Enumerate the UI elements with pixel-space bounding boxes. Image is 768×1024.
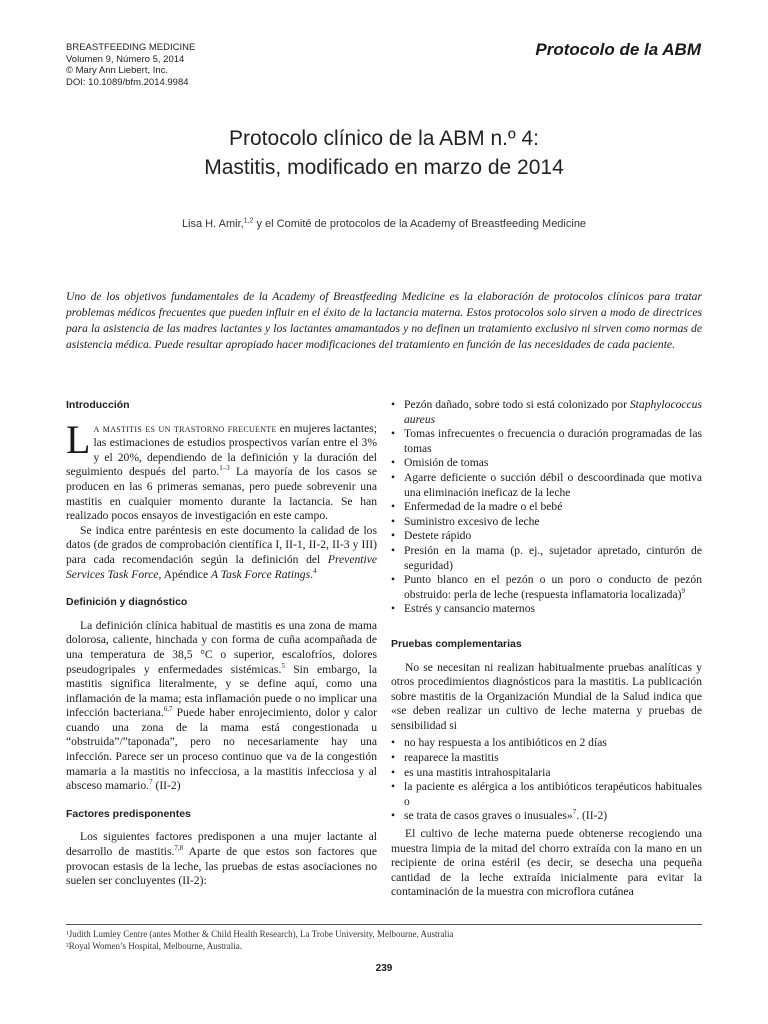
journal-info: [66, 42, 195, 88]
journal-volume: Volumen 9, Número 5, 2014: [66, 53, 185, 65]
tests-paragraph-1: No se necesitan ni realizan habitualmente pruebas analíticas y otros procedimientos diagnósticos para la mastitis. La publicación sobre mastitis de la Organización Mundial de la Salud indica que «se deben realizar un cultivo de leche materna y pruebas de sensibilidad si: [391, 660, 702, 732]
list-item: [391, 809, 702, 824]
citation-sup: 7: [572, 808, 577, 817]
tests-paragraph-2: El cultivo de leche materna puede obtenerse recogiendo una muestra limpia de la mitad del chorro extraída con la mano en un recipiente de orina estéril (es decir, se desecha una pequeña cantidad de la leche extraída inicialmente para evitar la contaminación de la muestra con microflora cutánea: [391, 827, 702, 899]
citation-sup: 6,7: [163, 705, 173, 714]
footnotes: [66, 928, 454, 952]
authors: [0, 218, 768, 230]
section-heading-factors: Factores predisponentes: [66, 807, 191, 820]
footnote-2: ²Royal Women’s Hospital, Melbourne, Australia.: [66, 941, 243, 951]
section-heading-definition: Definición y diagnóstico: [66, 596, 188, 609]
author-affiliation-sup: 1,2: [243, 217, 254, 225]
list-item: • Destete rápido: [391, 529, 702, 544]
definition-text: (II-2): [152, 779, 181, 793]
list-item: • Presión en la mama (p. ej., sujetador apretado, cinturón de seguridad): [391, 544, 702, 573]
definition-text: La definición clínica habitual de mastitis es una zona de mama dolorosa, caliente, hinchada y con forma de cuña acompañada de una temperatura de 38,5 °C o superior, escalofríos, dolores pseudogripales y enfermedades sistémicas.: [66, 618, 377, 676]
factors-paragraph: [66, 830, 377, 888]
journal-doi: DOI: 10.1089/bfm.2014.9984: [66, 76, 189, 88]
intro-text: .: [310, 567, 313, 581]
citation-sup: 7,8: [174, 844, 184, 853]
list-item: • Omisión de tomas: [391, 456, 702, 471]
list-item: • Agarre deficiente o succión débil o descoordinada que motiva una eliminación ineficaz de la leche: [391, 471, 702, 500]
protocol-tag: Protocolo de la ABM: [535, 40, 701, 59]
citation-sup: 5: [281, 661, 285, 670]
section-heading-intro: Introducción: [66, 399, 130, 411]
list-item-text: Punto blanco en el pezón o un poro o conducto de pezón obstruido: perla de leche (respuesta inflamatoria localizada): [404, 573, 702, 601]
list-item: • Suministro excesivo de leche: [391, 515, 702, 530]
journal-copyright: © Mary Ann Liebert, Inc.: [66, 65, 169, 77]
list-item: • es una mastitis intrahospitalaria: [391, 766, 702, 781]
citation-sup: 9: [681, 586, 685, 595]
list-item: [391, 398, 702, 427]
list-item: • Enfermedad de la madre o el bebé: [391, 500, 702, 515]
citation-sup: 7: [149, 778, 153, 787]
citation-sup: 1–3: [219, 464, 230, 473]
factors-text: Los siguientes factores predisponen a una mujer lactante al desarrollo de mastitis.: [66, 830, 377, 859]
tests-list: [391, 736, 702, 824]
right-column: [391, 398, 702, 900]
authors-rest: y el Comité de protocolos de la Academy of Breastfeeding Medicine: [253, 218, 587, 230]
intro-italic: Preventive Services Task Force: [66, 552, 377, 581]
factors-list: [391, 398, 702, 617]
title-line-1: Protocolo clínico de la ABM n.º 4:: [229, 127, 539, 150]
list-item-text: . (II-2): [576, 809, 608, 823]
left-column: [66, 398, 377, 889]
definition-text: Sin embargo, la mastitis significa literalmente, y se define aquí, como una inflamación de la mama; esta inflamación puede o no implicar una infección bacteriana.: [66, 662, 377, 720]
intro-text: La mayoría de los casos se producen en las 6 primeras semanas, pero puede sobrevenir una mastitis en cualquier momento durante la lactancia. Se han realizado pocos ensayos de investigación en este campo.: [66, 465, 377, 523]
intro-paragraph-1: [66, 416, 377, 524]
citation-sup: 4: [313, 566, 317, 575]
footnote-1: ¹Judith Lumley Centre (antes Mother & Child Health Research), La Trobe University, Melbourne, Australia: [66, 929, 454, 939]
author-name: Lisa H. Amir,: [181, 218, 244, 230]
list-item: [391, 573, 702, 602]
list-item-text: Pezón dañado, sobre todo si está colonizado por: [404, 398, 630, 411]
definition-paragraph: [66, 619, 377, 794]
list-item-italic: Staphylococcus aureus: [404, 398, 702, 426]
abstract: Uno de los objetivos fundamentales de la Academy of Breastfeeding Medicine es la elaboración de protocolos clínicos para tratar problemas médicos frecuentes que pueden influir en el éxito de la lactancia materna. Estos protocolos solo sirven a modo de directrices para la asistencia de las madres lactantes y los lactantes amamantados y no definen un tratamiento exclusivo ni sirven como normas de asistencia médica. Puede resultar apropiado hacer modificaciones del tratamiento en función de las necesidades de cada paciente.: [66, 290, 702, 352]
list-item-text: se trata de casos graves o inusuales»: [404, 809, 573, 823]
list-item: • no hay respuesta a los antibióticos en 2 días: [391, 736, 702, 751]
intro-text: , Apéndice: [158, 567, 211, 581]
list-item: • Tomas infrecuentes o frecuencia o duración programadas de las tomas: [391, 427, 702, 456]
title-line-2: Mastitis, modificado en marzo de 2014: [204, 156, 564, 179]
intro-text: Se indica entre paréntesis en este documento la calidad de los datos (de grados de comprobación científica I, II-1, II-2, II-3 y III) para cada recomendación según la definición del: [66, 523, 377, 566]
page-number: 239: [375, 963, 393, 974]
section-heading-tests: Pruebas complementarias: [391, 637, 522, 650]
drop-cap: L: [66, 416, 91, 462]
article-title: [0, 124, 768, 182]
intro-text: en mujeres lactantes; las estimaciones de estudios prospectivos varían entre el 3% y el 20%, dependiendo de la definición y la duración del seguimiento después del parto.: [66, 421, 377, 479]
journal-name: BREASTFEEDING MEDICINE: [66, 42, 196, 53]
list-item: • reaparece la mastitis: [391, 751, 702, 766]
definition-text: Puede haber enrojecimiento, dolor y calor cuando una zona de la mama está congestionada u “obstruida”/”taponada”, pero no necesariamente hay una infección. Parece ser un proceso continuo que va de la congestión mamaria a la mastitis no infecciosa, a la mastitis infecciosa y al absceso mamario.: [66, 706, 377, 793]
intro-smallcaps: a mastitis es un trastorno frecuente: [93, 421, 277, 435]
factors-text: Aparte de que estos son factores que provocan estasis de la leche, las pruebas de estas asociaciones no suelen ser concluyentes (II-2):: [66, 845, 377, 888]
intro-italic: A Task Force Ratings: [211, 567, 311, 581]
list-item: • la paciente es alérgica a los antibióticos terapéuticos habituales o: [391, 780, 702, 809]
intro-paragraph-2: [66, 524, 377, 582]
footnote-divider: [66, 924, 702, 925]
list-item: • Estrés y cansancio maternos: [391, 602, 702, 617]
